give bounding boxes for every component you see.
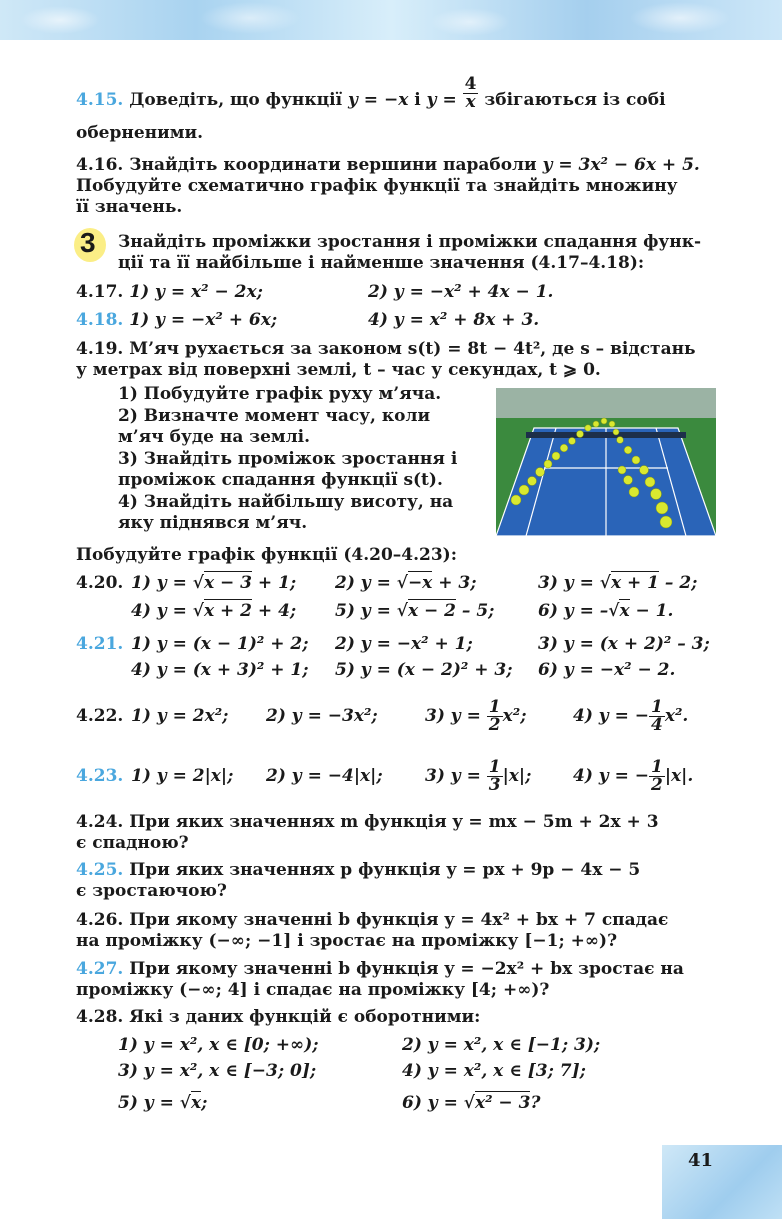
exercise-number: 4.24. — [76, 812, 124, 832]
page-number: 41 — [688, 1150, 714, 1171]
formula: 1) y = 2|x|; — [131, 766, 234, 786]
numerator: 4 — [464, 74, 477, 94]
exercise-text: При якому значенні b функція y = −2x² + bx зростає на — [129, 959, 684, 979]
exercise-number: 4.25. — [76, 860, 124, 880]
formula — [573, 752, 693, 800]
formula: 1) y = (x − 1)² + 2; — [131, 634, 309, 654]
radicand: x² − 3 — [474, 1093, 531, 1113]
exercise-4-26 — [76, 910, 668, 930]
formula: 2) y = −x² + 1; — [335, 634, 473, 654]
exercise-4-18 — [76, 310, 277, 330]
task-item: м’яч буде на землі. — [118, 427, 311, 447]
formula-part: 4) y = − — [573, 706, 649, 726]
exercise-4-15 — [76, 74, 666, 112]
formula-part: + 3; — [432, 573, 477, 593]
formula-part: 6) y = – — [538, 601, 609, 621]
radicand: x − 3 — [203, 573, 252, 593]
exercise-text: проміжку (−∞; 4] і спадає на проміжку [4; +∞)? — [76, 980, 550, 1000]
formula: 2) y = −x² + 4x − 1. — [368, 282, 554, 302]
exercise-number: 4.17. — [76, 282, 124, 302]
formula: 6) y = −x² − 2. — [538, 660, 676, 680]
formula — [573, 692, 688, 740]
exercise-number: 4.15. — [76, 90, 124, 110]
formula: 2) y = √−x + 3; — [335, 573, 477, 593]
task-item: 3) Знайдіть проміжок зростання і — [118, 449, 458, 469]
formula-part: x². — [664, 706, 689, 726]
section-instructions: Побудуйте графік функції (4.20–4.23): — [76, 545, 458, 565]
formula-part: 5) y = — [118, 1093, 180, 1113]
numerator: 1 — [651, 757, 663, 777]
exercise-text: При яких значеннях p функція y = px + 9p − 4x − 5 — [129, 860, 641, 880]
formula: 1) y = −x² + 6x; — [129, 310, 278, 330]
tennis-court-photo — [496, 388, 716, 536]
formula-part: + 4; — [251, 601, 297, 621]
fraction — [487, 759, 503, 794]
formula-part: 6) y = — [402, 1093, 464, 1113]
formula: 2) y = x², x ∈ [−1; 3); — [402, 1035, 601, 1055]
decorative-header-band — [0, 0, 782, 40]
radicand: x — [190, 1093, 202, 1113]
formula: 2) y = −4|x|; — [266, 766, 383, 786]
formula — [425, 692, 526, 740]
formula: 1) y = √x − 3 + 1; — [131, 573, 297, 593]
formula-part: 5) y = — [335, 601, 397, 621]
formula-part: 4) y = − — [573, 766, 649, 786]
formula: 5) y = (x − 2)² + 3; — [335, 660, 513, 680]
exercise-text: Побудуйте схематично графік функції та знайдіть множину — [76, 176, 678, 196]
fraction — [463, 76, 479, 111]
radicand: x + 1 — [610, 573, 659, 593]
formula: 3) y = √x + 1 – 2; — [538, 573, 698, 593]
exercise-4-28 — [76, 1007, 480, 1027]
formula: y = — [426, 90, 457, 110]
formula-part: |x|; — [502, 766, 532, 786]
exercise-number: 4.19. — [76, 339, 124, 359]
radicand: x + 2 — [203, 601, 252, 621]
exercise-text: Доведіть, що функції — [129, 90, 343, 110]
task-item: яку піднявся м’яч. — [118, 513, 308, 533]
exercise-number: 4.28. — [76, 1007, 124, 1027]
task-item: 2) Визначте момент часу, коли — [118, 406, 431, 426]
formula-part: |x|. — [664, 766, 694, 786]
formula-part: − 1. — [629, 601, 674, 621]
formula: 4) y = (x + 3)² + 1; — [131, 660, 309, 680]
exercise-text: у метрах від поверхні землі, t – час у секундах, t ⩾ 0. — [76, 360, 601, 380]
exercise-text: Знайдіть координати вершини параболи — [129, 155, 537, 175]
numerator: 1 — [651, 697, 663, 717]
formula: 4) y = √x + 2 + 4; — [131, 601, 297, 621]
exercise-text: М’яч рухається за законом s(t) = 8t − 4t², де s – відстань — [129, 339, 696, 359]
numerator: 1 — [488, 757, 501, 777]
formula: y = 3x² − 6x + 5. — [542, 155, 700, 175]
task-item: 4) Знайдіть найбільшу висоту, на — [118, 492, 454, 512]
exercise-number: 4.16. — [76, 155, 124, 175]
formula: y = −x — [348, 90, 409, 110]
denominator: 2 — [488, 715, 501, 735]
formula-part: + 1; — [251, 573, 297, 593]
formula-part: 4) y = — [131, 601, 193, 621]
formula-part: 3) y = — [425, 766, 481, 786]
denominator: 3 — [488, 775, 501, 795]
formula-part: 1) y = — [131, 573, 193, 593]
formula: 5) y = √x − 2 – 5; — [335, 601, 495, 621]
conjunction: і — [414, 90, 421, 110]
formula: 3) y = x², x ∈ [−3; 0]; — [118, 1061, 317, 1081]
formula: 6) y = –√x − 1. — [538, 601, 674, 621]
task-item: проміжок спадання функції s(t). — [118, 470, 443, 490]
exercise-text: При яких значеннях m функція y = mx − 5m + 2x + 3 — [129, 812, 659, 832]
exercise-number: 4.23. — [76, 766, 124, 786]
exercise-number: 4.21. — [76, 634, 124, 654]
formula-part: x²; — [502, 706, 527, 726]
formula-part: 3) y = — [425, 706, 481, 726]
formula: 1) y = x², x ∈ [0; +∞); — [118, 1035, 319, 1055]
exercise-4-24 — [76, 812, 659, 832]
formula: 1) y = x² − 2x; — [129, 282, 263, 302]
exercise-number: 4.20. — [76, 573, 124, 593]
exercise-4-27 — [76, 959, 684, 979]
task-item: 1) Побудуйте графік руху м’яча. — [118, 384, 442, 404]
formula: 4) y = x², x ∈ [3; 7]; — [402, 1061, 586, 1081]
exercise-text: є зростаючою? — [76, 881, 227, 901]
formula-part: ; — [201, 1093, 208, 1113]
denominator: 2 — [651, 775, 663, 795]
exercise-text: її значень. — [76, 197, 183, 217]
exercise-number: 4.22. — [76, 706, 124, 726]
exercise-text: Які з даних функцій є оборотними: — [129, 1007, 481, 1027]
formula: 2) y = −3x²; — [266, 706, 378, 726]
exercise-number: 4.18. — [76, 310, 124, 330]
fraction — [649, 759, 665, 794]
decorative-corner-tile — [662, 1145, 782, 1219]
formula: 5) y = √x; — [118, 1093, 208, 1113]
level-badge: 3 — [80, 227, 96, 258]
numerator: 1 — [488, 697, 501, 717]
exercise-4-16 — [76, 155, 700, 175]
formula: 6) y = √x² − 3? — [402, 1093, 541, 1113]
exercise-text: збігаються із собі — [484, 90, 666, 110]
exercise-number: 4.27. — [76, 959, 124, 979]
formula: 4) y = x² + 8x + 3. — [368, 310, 540, 330]
exercise-text: При якому значенні b функція y = 4x² + bx + 7 спадає — [129, 910, 669, 930]
fraction — [649, 699, 665, 734]
exercise-4-17 — [76, 282, 263, 302]
denominator: 4 — [651, 715, 663, 735]
exercise-text: на проміжку (−∞; −1] і зростає на проміжку [−1; +∞)? — [76, 931, 618, 951]
formula: 1) y = 2x²; — [131, 706, 229, 726]
formula-part: – 2; — [658, 573, 698, 593]
fraction — [487, 699, 503, 734]
exercise-number: 4.26. — [76, 910, 124, 930]
formula-part: – 5; — [455, 601, 495, 621]
level-instructions: Знайдіть проміжки зростання і проміжки спадання функ- — [118, 232, 702, 252]
radicand: x − 2 — [407, 601, 456, 621]
denominator: x — [465, 92, 476, 112]
radicand: −x — [407, 573, 433, 593]
exercise-text: оберненими. — [76, 123, 203, 143]
formula — [425, 752, 531, 800]
formula-part: 2) y = — [335, 573, 397, 593]
formula-part: 3) y = — [538, 573, 600, 593]
formula: 3) y = (x + 2)² – 3; — [538, 634, 710, 654]
radicand: x — [619, 601, 630, 621]
exercise-text: є спадною? — [76, 833, 189, 853]
formula-part: ? — [530, 1093, 541, 1113]
exercise-4-19 — [76, 339, 696, 359]
exercise-4-25 — [76, 860, 640, 880]
level-instructions: ції та її найбільше і найменше значення (4.17–4.18): — [118, 253, 645, 273]
